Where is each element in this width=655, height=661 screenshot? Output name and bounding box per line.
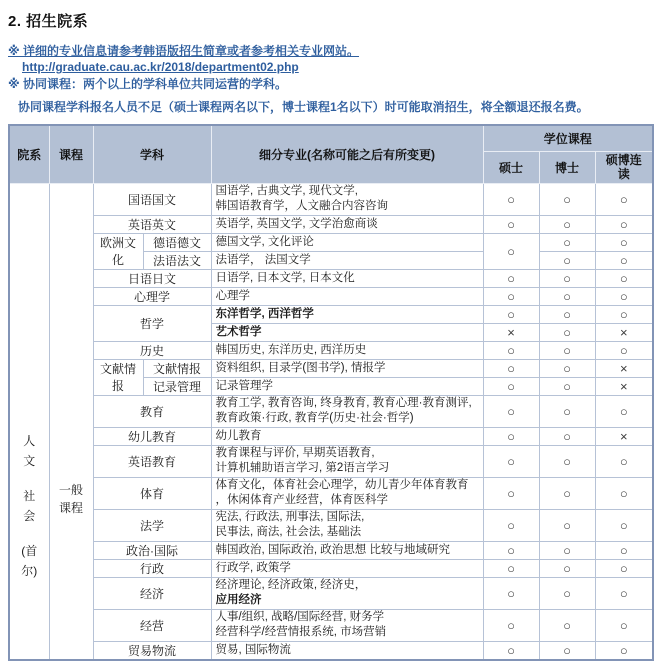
table-row bbox=[9, 427, 653, 445]
doctor-mark: ○ bbox=[539, 559, 595, 577]
header-majors: 细分专业(名称可能之后有所变更) bbox=[211, 125, 483, 183]
subject-cell: 哲学 bbox=[93, 305, 211, 341]
table-row bbox=[9, 609, 653, 641]
subject-cell: 经营 bbox=[93, 609, 211, 641]
table-row bbox=[9, 305, 653, 323]
header-master: 硕士 bbox=[483, 151, 539, 183]
majors-cell: 教育课程与评价, 早期英语教育, 计算机辅助语言学习, 第2语言学习 bbox=[211, 445, 483, 477]
combined-mark: ○ bbox=[595, 609, 653, 641]
doctor-mark: ○ bbox=[539, 427, 595, 445]
subject-cell: 法学 bbox=[93, 509, 211, 541]
combined-mark: ○ bbox=[595, 215, 653, 233]
combined-mark: ○ bbox=[595, 305, 653, 323]
majors-cell: 教育工学, 教育咨询, 终身教育, 教育心理·教育测评, 教育政策·行政, 教育学(历史·社会·哲学) bbox=[211, 395, 483, 427]
majors-cell: 英语学, 英国文学, 文学治愈商谈 bbox=[211, 215, 483, 233]
majors-cell: 艺术哲学 bbox=[211, 323, 483, 341]
majors-cell: 宪法, 行政法, 刑事法, 国际法, 民事法, 商法, 社会法, 基础法 bbox=[211, 509, 483, 541]
subject-cell: 历史 bbox=[93, 341, 211, 359]
doctor-mark: ○ bbox=[539, 269, 595, 287]
combined-mark: ○ bbox=[595, 233, 653, 251]
doctor-mark: ○ bbox=[539, 287, 595, 305]
table-row bbox=[9, 233, 653, 251]
department-url-link[interactable]: http://graduate.cau.ac.kr/2018/department02.php bbox=[22, 60, 299, 74]
table-row bbox=[9, 183, 653, 215]
majors-cell: 资料组织, 目录学(图书学), 情报学 bbox=[211, 359, 483, 377]
doctor-mark: ○ bbox=[539, 183, 595, 215]
master-mark: ○ bbox=[483, 509, 539, 541]
combined-mark: ○ bbox=[595, 251, 653, 269]
majors-cell: 日语学, 日本文学, 日本文化 bbox=[211, 269, 483, 287]
master-mark: ○ bbox=[483, 359, 539, 377]
majors-cell: 韩国政治, 国际政治, 政治思想 比较与地域研究 bbox=[211, 541, 483, 559]
notes-block bbox=[8, 43, 655, 115]
majors-cell: 幼儿教育 bbox=[211, 427, 483, 445]
note-line-1: ※ 详细的专业信息请参考韩语版招生简章或者参考相关专业网站。 bbox=[8, 44, 360, 58]
table-row bbox=[9, 577, 653, 609]
master-mark: ○ bbox=[483, 377, 539, 395]
master-mark: ○ bbox=[483, 233, 539, 269]
header-subject: 学科 bbox=[93, 125, 211, 183]
majors-cell: 法语学， 法国文学 bbox=[211, 251, 483, 269]
doctor-mark: ○ bbox=[539, 251, 595, 269]
table-row bbox=[9, 287, 653, 305]
doctor-mark: ○ bbox=[539, 359, 595, 377]
subject-sub-cell: 记录管理 bbox=[143, 377, 211, 395]
majors-cell: 国语学, 古典文学, 现代文学, 韩国语教育学，人文融合内容咨询 bbox=[211, 183, 483, 215]
doctor-mark: ○ bbox=[539, 377, 595, 395]
subject-sub-cell: 文献情报 bbox=[143, 359, 211, 377]
subject-cell: 行政 bbox=[93, 559, 211, 577]
page-title: 2. 招生院系 bbox=[8, 13, 89, 30]
subject-cell: 经济 bbox=[93, 577, 211, 609]
dept-cell: 人 文 社 会 (首尔) bbox=[9, 183, 49, 660]
master-mark: ○ bbox=[483, 577, 539, 609]
master-mark: × bbox=[483, 323, 539, 341]
majors-cell: 韩国历史, 东洋历史, 西洋历史 bbox=[211, 341, 483, 359]
combined-mark: ○ bbox=[595, 445, 653, 477]
note-line-3: ※ 协同课程：两个以上的学科单位共同运营的学科。 bbox=[8, 77, 288, 91]
combined-mark: ○ bbox=[595, 509, 653, 541]
subject-cell: 体育 bbox=[93, 477, 211, 509]
master-mark: ○ bbox=[483, 305, 539, 323]
subject-cell: 英语教育 bbox=[93, 445, 211, 477]
subject-group-cell: 文献情报 bbox=[93, 359, 143, 395]
doctor-mark: ○ bbox=[539, 341, 595, 359]
majors-cell: 贸易, 国际物流 bbox=[211, 641, 483, 660]
admissions-table bbox=[8, 124, 654, 661]
master-mark: ○ bbox=[483, 477, 539, 509]
majors-cell: 东洋哲学, 西洋哲学 bbox=[211, 305, 483, 323]
combined-mark: ○ bbox=[595, 577, 653, 609]
course-cell: 一般 课程 bbox=[49, 183, 93, 660]
doctor-mark: ○ bbox=[539, 541, 595, 559]
doctor-mark: ○ bbox=[539, 477, 595, 509]
subject-cell: 幼儿教育 bbox=[93, 427, 211, 445]
table-row bbox=[9, 269, 653, 287]
header-doctor: 博士 bbox=[539, 151, 595, 183]
subject-cell: 英语英文 bbox=[93, 215, 211, 233]
combined-mark: ○ bbox=[595, 541, 653, 559]
combined-mark: × bbox=[595, 377, 653, 395]
subject-cell: 心理学 bbox=[93, 287, 211, 305]
combined-mark: ○ bbox=[595, 183, 653, 215]
subject-sub-cell: 法语法文 bbox=[143, 251, 211, 269]
table-row bbox=[9, 445, 653, 477]
master-mark: ○ bbox=[483, 215, 539, 233]
table-row bbox=[9, 477, 653, 509]
table-row bbox=[9, 341, 653, 359]
doctor-mark: ○ bbox=[539, 609, 595, 641]
combined-mark: × bbox=[595, 427, 653, 445]
combined-mark: ○ bbox=[595, 269, 653, 287]
majors-cell: 记录管理学 bbox=[211, 377, 483, 395]
table-body bbox=[9, 183, 653, 660]
doctor-mark: ○ bbox=[539, 215, 595, 233]
master-mark: ○ bbox=[483, 541, 539, 559]
majors-cell: 人事/组织, 战略/国际经营, 财务学 经营科学/经营情报系统, 市场营销 bbox=[211, 609, 483, 641]
subject-cell: 国语国文 bbox=[93, 183, 211, 215]
doctor-mark: ○ bbox=[539, 323, 595, 341]
subject-cell: 教育 bbox=[93, 395, 211, 427]
combined-mark: ○ bbox=[595, 477, 653, 509]
doctor-mark: ○ bbox=[539, 577, 595, 609]
combined-mark: × bbox=[595, 323, 653, 341]
combined-mark: ○ bbox=[595, 559, 653, 577]
combined-mark: ○ bbox=[595, 641, 653, 660]
master-mark: ○ bbox=[483, 427, 539, 445]
subject-cell: 政治·国际 bbox=[93, 541, 211, 559]
table-row bbox=[9, 559, 653, 577]
combined-mark: × bbox=[595, 359, 653, 377]
subject-sub-cell: 德语德文 bbox=[143, 233, 211, 251]
master-mark: ○ bbox=[483, 395, 539, 427]
table-row bbox=[9, 641, 653, 660]
note-line-4: 协同课程学科报名人员不足（硕士课程两名以下，博士课程1名以下）时可能取消招生，将全额退还报名费。 bbox=[18, 100, 589, 114]
table-row bbox=[9, 395, 653, 427]
master-mark: ○ bbox=[483, 269, 539, 287]
subject-cell: 贸易物流 bbox=[93, 641, 211, 660]
table-row bbox=[9, 509, 653, 541]
table-row bbox=[9, 541, 653, 559]
majors-cell: 行政学, 政策学 bbox=[211, 559, 483, 577]
header-dept: 院系 bbox=[9, 125, 49, 183]
combined-mark: ○ bbox=[595, 395, 653, 427]
doctor-mark: ○ bbox=[539, 305, 595, 323]
majors-cell: 体育文化，体育社会心理学，幼儿青少年体育教育 ，休闲体育产业经营，体育医科学 bbox=[211, 477, 483, 509]
doctor-mark: ○ bbox=[539, 641, 595, 660]
table-header bbox=[9, 125, 653, 183]
master-mark: ○ bbox=[483, 641, 539, 660]
doctor-mark: ○ bbox=[539, 395, 595, 427]
master-mark: ○ bbox=[483, 341, 539, 359]
doctor-mark: ○ bbox=[539, 233, 595, 251]
subject-cell: 日语日文 bbox=[93, 269, 211, 287]
majors-cell: 心理学 bbox=[211, 287, 483, 305]
master-mark: ○ bbox=[483, 559, 539, 577]
table-row bbox=[9, 359, 653, 377]
combined-mark: ○ bbox=[595, 341, 653, 359]
majors-cell: 经济理论, 经济政策, 经济史， 应用经济 bbox=[211, 577, 483, 609]
master-mark: ○ bbox=[483, 609, 539, 641]
note-line-url bbox=[8, 59, 655, 75]
master-mark: ○ bbox=[483, 445, 539, 477]
header-course: 课程 bbox=[49, 125, 93, 183]
doctor-mark: ○ bbox=[539, 509, 595, 541]
majors-cell: 德国文学, 文化评论 bbox=[211, 233, 483, 251]
header-combined: 硕博连读 bbox=[595, 151, 653, 183]
combined-mark: ○ bbox=[595, 287, 653, 305]
table-row bbox=[9, 215, 653, 233]
master-mark: ○ bbox=[483, 183, 539, 215]
master-mark: ○ bbox=[483, 287, 539, 305]
subject-group-cell: 欧洲文化 bbox=[93, 233, 143, 269]
doctor-mark: ○ bbox=[539, 445, 595, 477]
header-degree: 学位课程 bbox=[483, 125, 653, 151]
